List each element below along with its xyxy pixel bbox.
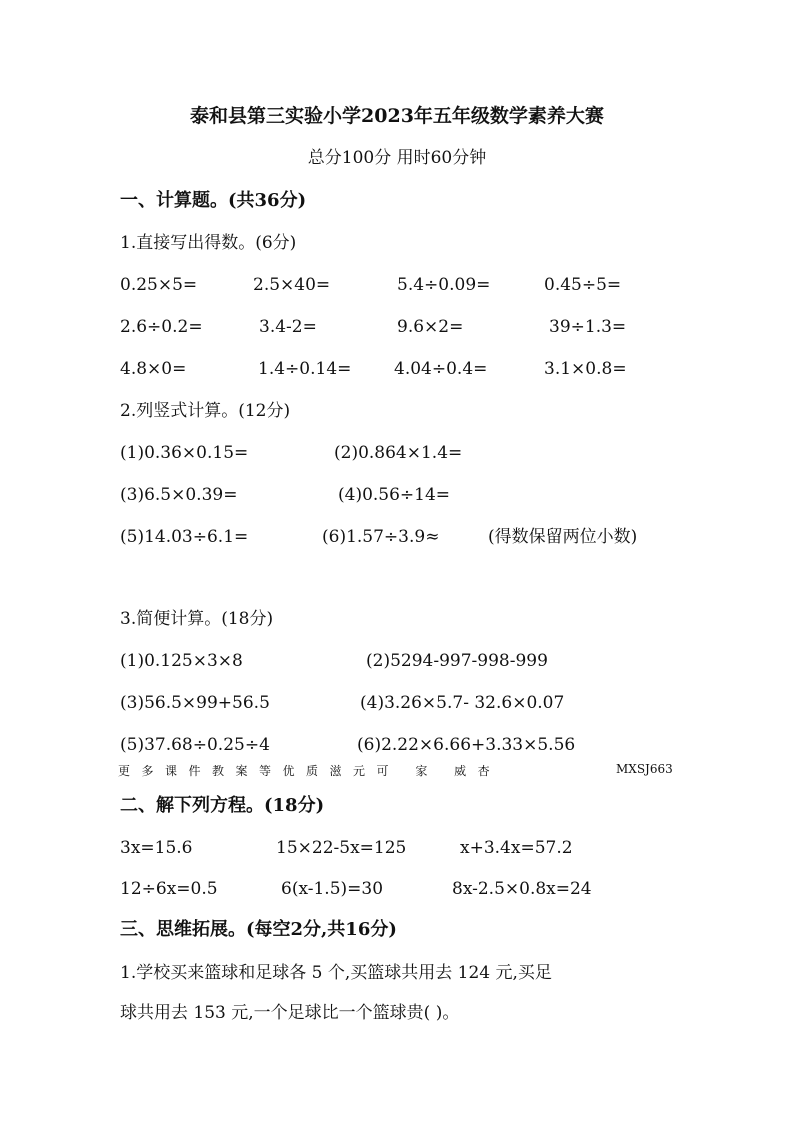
promo-footer-line (118, 762, 678, 779)
vertical-calc-item: (2)0.864×1.4= (334, 443, 463, 463)
vertical-calc-item: (6)1.57÷3.9≈ (322, 527, 440, 547)
vertical-calc-item: (1)0.36×0.15= (120, 443, 249, 463)
question-2-label: 2.列竖式计算。(12分) (120, 401, 291, 421)
oral-calc-item: 1.4÷0.14= (258, 359, 352, 379)
simplify-calc-item: (4)3.26×5.7- 32.6×0.07 (360, 693, 565, 713)
promo-code: MXSJ663 (616, 762, 673, 776)
oral-calc-item: 9.6×2= (397, 317, 464, 337)
simplify-calc-item: (1)0.125×3×8 (120, 651, 243, 671)
simplify-calc-item: (2)5294-997-998-999 (366, 651, 548, 671)
promo-text: 更多课件教案等优质滋元可 家 威杏 (118, 764, 502, 778)
simplify-calc-item: (6)2.22×6.66+3.33×5.56 (357, 735, 576, 755)
equation-item: x+3.4x=57.2 (460, 838, 573, 858)
question-3-label: 3.简便计算。(18分) (120, 609, 274, 629)
oral-calc-item: 39÷1.3= (549, 317, 627, 337)
oral-calc-item: 0.45÷5= (544, 275, 622, 295)
word-problem-line: 球共用去 153 元,一个足球比一个篮球贵( )。 (120, 1003, 460, 1023)
vertical-calc-item: (4)0.56÷14= (338, 485, 451, 505)
equation-item: 15×22-5x=125 (276, 838, 407, 858)
page-title: 泰和县第三实验小学2023年五年级数学素养大赛 (190, 105, 604, 127)
simplify-calc-item: (3)56.5×99+56.5 (120, 693, 270, 713)
simplify-calc-item: (5)37.68÷0.25÷4 (120, 735, 270, 755)
oral-calc-item: 4.8×0= (120, 359, 187, 379)
oral-calc-item: 2.6÷0.2= (120, 317, 203, 337)
equation-item: 6(x-1.5)=30 (281, 879, 384, 899)
equation-item: 3x=15.6 (120, 838, 193, 858)
equation-item: 12÷6x=0.5 (120, 879, 218, 899)
oral-calc-item: 4.04÷0.4= (394, 359, 488, 379)
vertical-calc-item: (3)6.5×0.39= (120, 485, 238, 505)
oral-calc-item: 3.4-2= (259, 317, 317, 337)
oral-calc-item: 5.4÷0.09= (397, 275, 491, 295)
vertical-calc-item: (5)14.03÷6.1= (120, 527, 249, 547)
page-subtitle: 总分100分 用时60分钟 (307, 148, 487, 168)
oral-calc-item: 2.5×40= (253, 275, 331, 295)
word-problem-line: 1.学校买来篮球和足球各 5 个,买篮球共用去 124 元,买足 (120, 963, 552, 983)
section-3-heading: 三、思维拓展。(每空2分,共16分) (120, 919, 397, 940)
question-1-label: 1.直接写出得数。(6分) (120, 233, 297, 253)
section-2-heading: 二、解下列方程。(18分) (120, 795, 325, 816)
oral-calc-item: 0.25×5= (120, 275, 198, 295)
rounding-note: (得数保留两位小数) (488, 527, 638, 547)
equation-item: 8x-2.5×0.8x=24 (452, 879, 592, 899)
oral-calc-item: 3.1×0.8= (544, 359, 627, 379)
section-1-heading: 一、计算题。(共36分) (120, 190, 307, 211)
